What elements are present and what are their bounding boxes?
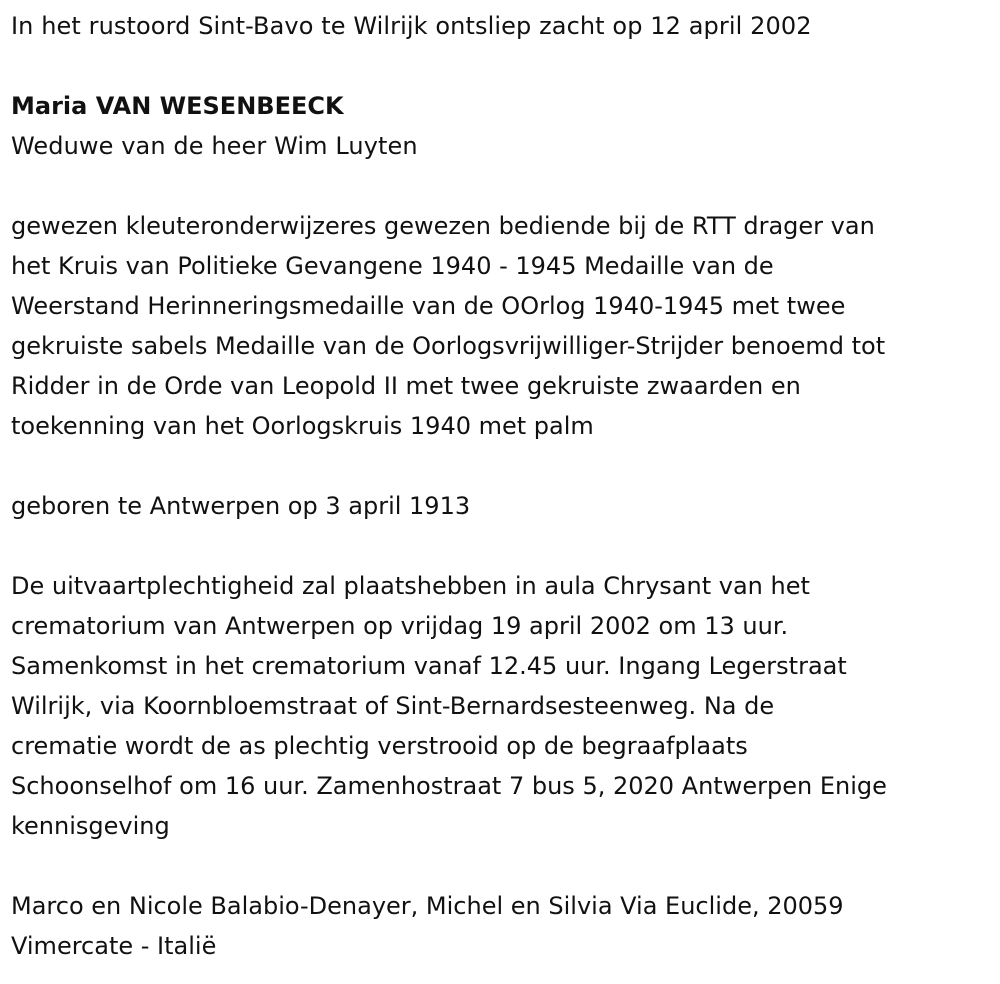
ceremony-paragraph: [11, 526, 996, 846]
ceremony-line: De uitvaartplechtigheid zal plaatshebben in aula Chrysant van het: [11, 572, 810, 600]
ceremony-line: Schoonselhof om 16 uur. Zamenhostraat 7 bus 5, 2020 Antwerpen Enige: [11, 772, 887, 800]
family-paragraph: [11, 846, 996, 966]
ceremony-line: crematie wordt de as plechtig verstrooid op de begraafplaats: [11, 732, 748, 760]
birth-paragraph: [11, 446, 996, 526]
obituary-notice: [11, 6, 996, 966]
career-line: Ridder in de Orde van Leopold II met twee gekruiste zwaarden en: [11, 372, 801, 400]
ceremony-line: kennisgeving: [11, 812, 170, 840]
career-line: Weerstand Herinneringsmedaille van de OOrlog 1940-1945 met twee: [11, 292, 846, 320]
career-line: toekenning van het Oorlogskruis 1940 met palm: [11, 412, 594, 440]
family-line: Marco en Nicole Balabio-Denayer, Michel en Silvia Via Euclide, 20059: [11, 892, 844, 920]
career-paragraph: [11, 166, 996, 446]
family-line: Vimercate - Italië: [11, 932, 217, 960]
spouse-text: Weduwe van de heer Wim Luyten: [11, 132, 418, 160]
birth-text: geboren te Antwerpen op 3 april 1913: [11, 492, 471, 520]
ceremony-line: Wilrijk, via Koornbloemstraat of Sint-Bernardsesteenweg. Na de: [11, 692, 775, 720]
ceremony-line: Samenkomst in het crematorium vanaf 12.45 uur. Ingang Legerstraat: [11, 652, 847, 680]
ceremony-line: crematorium van Antwerpen op vrijdag 19 april 2002 om 13 uur.: [11, 612, 789, 640]
intro-text: In het rustoord Sint-Bavo te Wilrijk ontsliep zacht op 12 april 2002: [11, 12, 812, 40]
deceased-name: Maria VAN WESENBEECK: [11, 92, 344, 120]
career-line: gekruiste sabels Medaille van de Oorlogsvrijwilliger-Strijder benoemd tot: [11, 332, 886, 360]
career-line: gewezen kleuteronderwijzeres gewezen bediende bij de RTT drager van: [11, 212, 875, 240]
career-line: het Kruis van Politieke Gevangene 1940 - 1945 Medaille van de: [11, 252, 774, 280]
